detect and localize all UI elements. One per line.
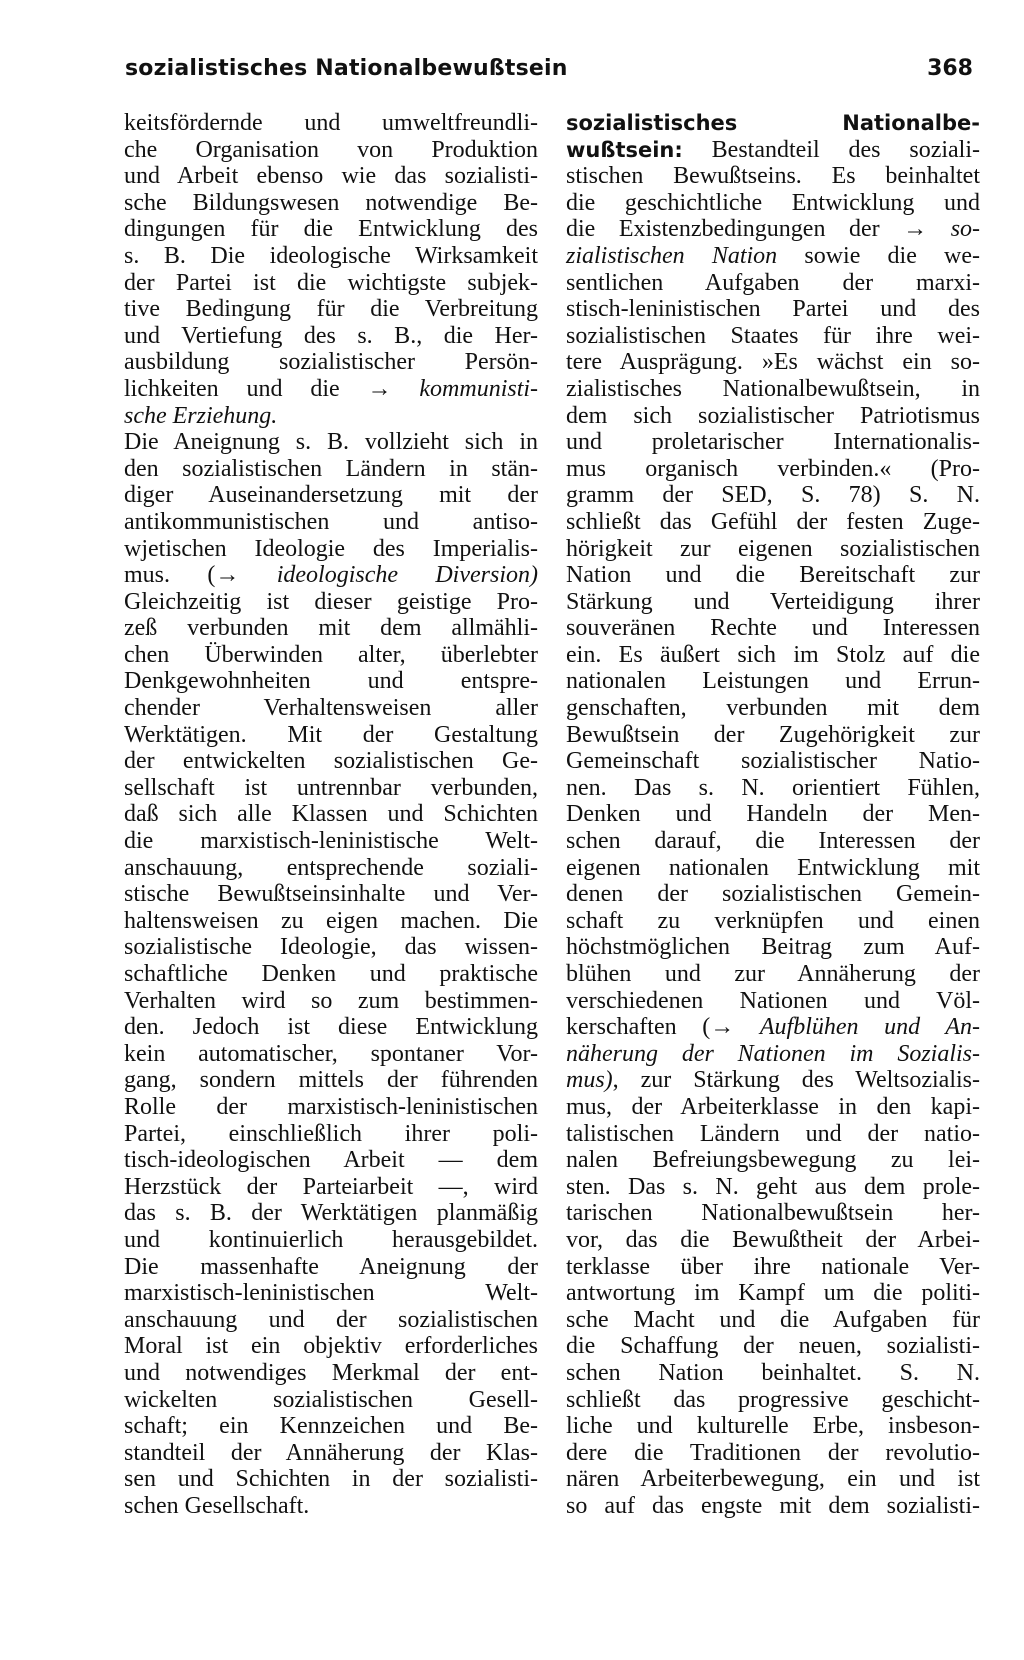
text-line: anschauung, entsprechende soziali- xyxy=(124,854,538,881)
text-line: Die massenhafte Aneignung der xyxy=(124,1253,538,1280)
text-line: sche Bildungswesen notwendige Be- xyxy=(124,189,538,216)
text-line: standteil der Annäherung der Klas- xyxy=(124,1439,538,1466)
text-line: Denkgewohnheiten und entspre- xyxy=(124,668,538,695)
text-line: Bewußtsein der Zugehörigkeit zur xyxy=(566,721,980,748)
text-line: zialistisches Nationalbewußtsein, in xyxy=(566,375,980,402)
text-line: so auf das engste mit dem sozialisti- xyxy=(566,1492,980,1519)
text-line: Stärkung und Verteidigung ihrer xyxy=(566,588,980,615)
right-column xyxy=(566,110,980,1519)
text-line: verschiedenen Nationen und Völ- xyxy=(566,987,980,1014)
text-line: schen darauf, die Interessen der xyxy=(566,828,980,855)
text-line: Verhalten wird so zum bestimmen- xyxy=(124,987,538,1014)
text-line: Gemeinschaft sozialistischer Natio- xyxy=(566,748,980,775)
text-line: stische Bewußtseinsinhalte und Ver- xyxy=(124,881,538,908)
text-line: talistischen Ländern und der natio- xyxy=(566,1120,980,1147)
text-line: nationalen Leistungen und Errun- xyxy=(566,668,980,695)
xref-sozialistische-nation[interactable]: so- xyxy=(950,216,981,243)
page-number: 368 xyxy=(927,56,973,81)
text-line: und proletarischer Internationalis- xyxy=(566,429,980,456)
text-line: stisch-leninistischen Partei und des xyxy=(566,296,980,323)
text-line: Partei, einschließlich ihrer poli- xyxy=(124,1120,538,1147)
text-line: diger Auseinandersetzung mit der xyxy=(124,482,538,509)
xref-aufbluehen-annaeherung[interactable]: Aufblühen und An- xyxy=(759,1014,981,1041)
text-line: anschauung und der sozialistischen xyxy=(124,1306,538,1333)
text-fragment: sowie die we- xyxy=(804,242,980,269)
text-line: Moral ist ein objektiv erforderliches xyxy=(124,1333,538,1360)
entry-term-cont: wußtsein: xyxy=(566,137,683,162)
text-line: denen der sozialistischen Gemein- xyxy=(566,881,980,908)
xref-kommunistische-erziehung-cont[interactable]: sche Erziehung. xyxy=(124,402,278,429)
text-line: liche und kulturelle Erbe, insbeson- xyxy=(566,1413,980,1440)
text-line-with-xref xyxy=(566,1067,980,1094)
text-line: Gleichzeitig ist dieser geistige Pro- xyxy=(124,588,538,615)
text-line: dingungen für die Entwicklung des xyxy=(124,216,538,243)
text-line: der entwickelten sozialistischen Ge- xyxy=(124,748,538,775)
text-line: tere Ausprägung. »Es wächst ein so- xyxy=(566,349,980,376)
text-line: eigenen nationalen Entwicklung mit xyxy=(566,854,980,881)
text-line: und Vertiefung des s. B., die Her- xyxy=(124,322,538,349)
text-line: Rolle der marxistisch-leninistischen xyxy=(124,1093,538,1120)
page-header xyxy=(125,56,973,92)
text-line: schließt das Gefühl der festen Zuge- xyxy=(566,508,980,535)
text-line: schen Nation beinhaltet. S. N. xyxy=(566,1359,980,1386)
text-line: nen. Das s. N. orientiert Fühlen, xyxy=(566,774,980,801)
left-column xyxy=(124,110,538,1519)
text-line: s. B. Die ideologische Wirksamkeit xyxy=(124,242,538,269)
text-line: tarischen Nationalbewußtsein her- xyxy=(566,1200,980,1227)
text-line: keitsfördernde und umweltfreundli- xyxy=(124,110,538,136)
text-fragment: lichkeiten und die xyxy=(124,375,340,402)
text-line: und notwendiges Merkmal der ent- xyxy=(124,1359,538,1386)
arrow-icon: (→ xyxy=(207,562,240,589)
xref-continuation xyxy=(124,403,538,430)
xref-sozialistische-nation-cont[interactable]: zialistischen Nation xyxy=(566,242,778,269)
text-line: vor, das die Bewußtheit der Arbei- xyxy=(566,1226,980,1253)
text-line-with-xref xyxy=(124,376,538,403)
text-line-with-xref xyxy=(124,562,538,589)
text-line: schaft; ein Kennzeichen und Be- xyxy=(124,1413,538,1440)
text-fragment: die Existenzbedingungen der xyxy=(566,216,880,243)
xref-aufbluehen-annaeherung-end[interactable]: mus) xyxy=(566,1067,613,1094)
text-line-with-xref xyxy=(566,216,980,243)
text-line: dere die Traditionen der revolutio- xyxy=(566,1439,980,1466)
text-line: sten. Das s. N. geht aus dem prole- xyxy=(566,1173,980,1200)
text-line: antikommunistischen und antiso- xyxy=(124,508,538,535)
text-line: nären Arbeiterbewegung, ein und ist xyxy=(566,1466,980,1493)
text-line: daß sich alle Klassen und Schichten xyxy=(124,801,538,828)
text-line: höchstmöglichen Beitrag zum Auf- xyxy=(566,934,980,961)
text-line: tive Bedingung für die Verbreitung xyxy=(124,296,538,323)
text-line: schließt das progressive geschicht- xyxy=(566,1386,980,1413)
arrow-icon: → xyxy=(367,375,392,402)
text-line: che Organisation von Produktion xyxy=(124,136,538,163)
text-line: Die Aneignung s. B. vollzieht sich in xyxy=(124,429,538,456)
text-line: sentlichen Aufgaben der marxi- xyxy=(566,269,980,296)
arrow-icon: (→ xyxy=(702,1014,735,1041)
text-fragment: mus. xyxy=(124,562,171,589)
text-fragment: , zur Stärkung des Weltsozialis- xyxy=(612,1067,980,1094)
text-line-with-xref xyxy=(566,243,980,270)
text-line: sen und Schichten in der sozialisti- xyxy=(124,1466,538,1493)
text-line: wjetischen Ideologie des Imperialis- xyxy=(124,535,538,562)
text-line: sche Macht und die Aufgaben für xyxy=(566,1306,980,1333)
text-line: Herzstück der Parteiarbeit —, wird xyxy=(124,1173,538,1200)
text-line: schaftliche Denken und praktische xyxy=(124,961,538,987)
text-line: stischen Bewußtseins. Es beinhaltet xyxy=(566,163,980,190)
text-line: souveränen Rechte und Interessen xyxy=(566,615,980,642)
text-line: dem sich sozialistischer Patriotismus xyxy=(566,402,980,429)
running-head: sozialistisches Nationalbewußtsein xyxy=(125,56,568,81)
xref-ideologische-diversion[interactable]: ideologische Diversion) xyxy=(276,562,538,589)
text-line: und Arbeit ebenso wie das sozialisti- xyxy=(124,163,538,190)
text-line: ein. Es äußert sich im Stolz auf die xyxy=(566,641,980,668)
text-line: nalen Befreiungsbewegung zu lei- xyxy=(566,1147,980,1174)
text-line: haltensweisen zu eigen machen. Die xyxy=(124,907,538,934)
text-line: wickelten sozialistischen Gesell- xyxy=(124,1386,538,1413)
xref-continuation xyxy=(566,1041,980,1068)
entry-term: sozialistisches Nationalbe- xyxy=(566,111,980,135)
text-line: das s. B. der Werktätigen planmäßig xyxy=(124,1200,538,1227)
text-line: die Schaffung der neuen, sozialisti- xyxy=(566,1333,980,1360)
arrow-icon: → xyxy=(903,216,928,243)
text-line: schaft zu verknüpfen und einen xyxy=(566,907,980,934)
xref-kommunistische-erziehung[interactable]: kommunisti- xyxy=(419,375,539,402)
text-line: den sozialistischen Ländern in stän- xyxy=(124,455,538,482)
text-line: sozialistische Ideologie, das wissen- xyxy=(124,934,538,961)
text-line: die geschichtliche Entwicklung und xyxy=(566,189,980,216)
text-line: Denken und Handeln der Men- xyxy=(566,801,980,828)
text-line: chender Verhaltensweisen aller xyxy=(124,695,538,722)
text-line: sellschaft ist untrennbar verbunden, xyxy=(124,774,538,801)
entry-heading-line xyxy=(566,110,980,137)
text-line: Werktätigen. Mit der Gestaltung xyxy=(124,721,538,748)
text-fragment: Bestandteil des soziali- xyxy=(711,136,981,163)
text-line: schen Gesellschaft. xyxy=(124,1492,310,1519)
text-line: terklasse über ihre nationale Ver- xyxy=(566,1253,980,1280)
text-fragment: kerschaften xyxy=(566,1014,677,1041)
text-line-with-term xyxy=(566,137,980,164)
text-line: genschaften, verbunden mit dem xyxy=(566,695,980,722)
text-line: gramm der SED, S. 78) S. N. xyxy=(566,482,980,509)
text-line: hörigkeit zur eigenen sozialistischen xyxy=(566,535,980,562)
text-line: die marxistisch-leninistische Welt- xyxy=(124,828,538,855)
text-line: der Partei ist die wichtigste subjek- xyxy=(124,269,538,296)
text-line: zeß verbunden mit dem allmähli- xyxy=(124,615,538,642)
text-line: gang, sondern mittels der führenden xyxy=(124,1067,538,1094)
text-line: und kontinuierlich herausgebildet. xyxy=(124,1226,538,1253)
text-line: blühen und zur Annäherung der xyxy=(566,961,980,987)
text-line: mus, der Arbeiterklasse in den kapi- xyxy=(566,1093,980,1120)
xref-aufbluehen-annaeherung-cont[interactable]: näherung der Nationen im Sozialis- xyxy=(566,1040,980,1067)
text-line: marxistisch-leninistischen Welt- xyxy=(124,1280,538,1307)
text-line: sozialistischen Staates für ihre wei- xyxy=(566,322,980,349)
text-line: mus organisch verbinden.« (Pro- xyxy=(566,455,980,482)
text-line: tisch-ideologischen Arbeit — dem xyxy=(124,1147,538,1174)
text-line: chen Überwinden alter, überlebter xyxy=(124,641,538,668)
text-line: den. Jedoch ist diese Entwicklung xyxy=(124,1014,538,1041)
text-line: antwortung im Kampf um die politi- xyxy=(566,1280,980,1307)
text-line-with-xref xyxy=(566,1014,980,1041)
text-line: ausbildung sozialistischer Persön- xyxy=(124,349,538,376)
text-line: Nation und die Bereitschaft zur xyxy=(566,562,980,589)
text-line: kein automatischer, spontaner Vor- xyxy=(124,1040,538,1067)
